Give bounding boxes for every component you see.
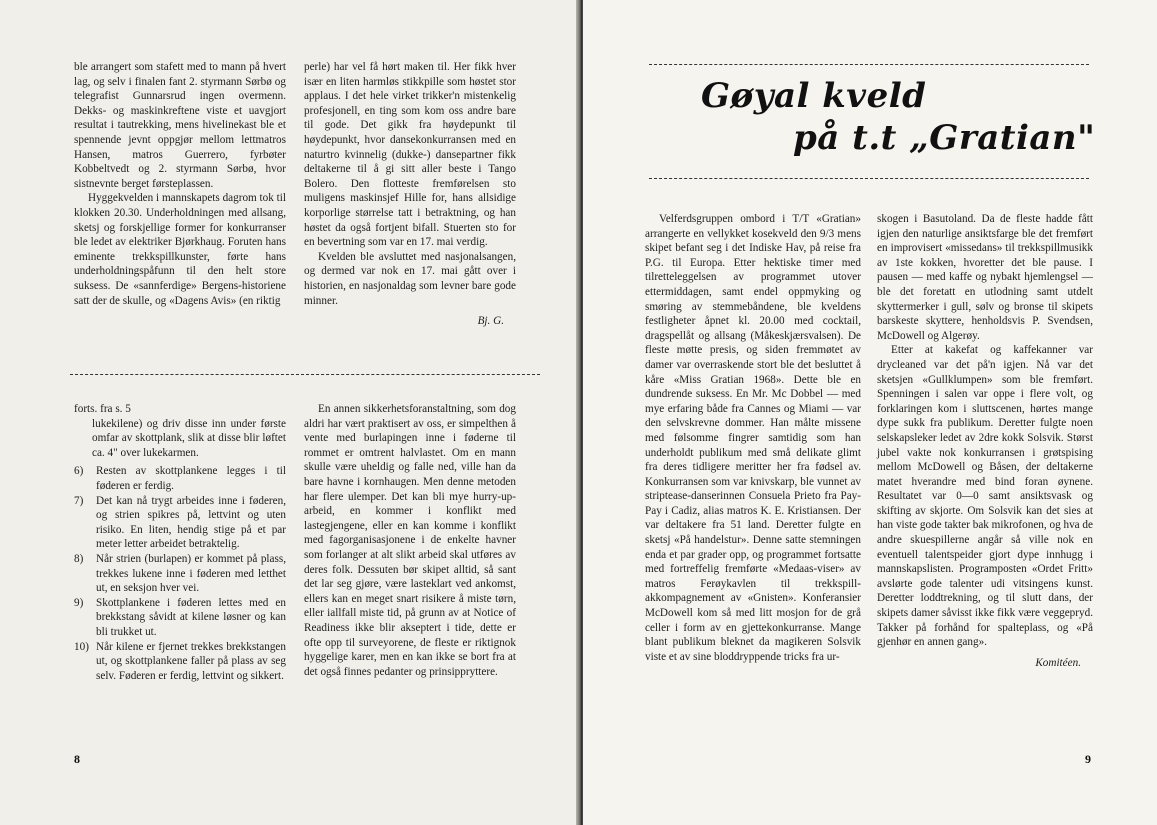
paragraph: skogen i Basutoland. Da de fleste hadde fått igjen den naturlige ansiktsfarge ble det fremført en improvisert «missedans» til trekkspillmusikk av 1ste kokken, hvoretter det ble pause. I pausen — med kaffe og nybakt hjemlengsel — ble det foretatt en utlodning samt utdelt skyttermerker i gull, sølv og bronse til skipets barskeste skyttere, henholdsvis P. Svendsen, McDowell og Algerøy. (877, 213, 1093, 342)
left-top-column-2 (304, 60, 516, 329)
page-number: 8 (74, 752, 80, 766)
numbered-steps (74, 464, 286, 683)
right-column-2 (877, 212, 1093, 670)
right-page (583, 0, 1157, 825)
step-text: Skottplankene i føderen lettes med en brekkstang såvidt at kilene løsner og kan bli trukket ut. (96, 596, 286, 638)
left-page (0, 0, 578, 825)
section-divider (70, 374, 540, 375)
continuation-heading: forts. fra s. 5 (74, 403, 131, 415)
signature: Bj. G. (477, 315, 504, 328)
left-top-column-1 (74, 60, 286, 308)
step-number: 7) (74, 494, 84, 507)
signature: Komitéen. (1035, 656, 1081, 669)
paragraph: perle) har vel få hørt maken til. Her fikk hver især en liten harmløs stikkpille som høstet stor applaus. I det hele virket trikker'n mistenkelig profesjonell, en ting som kom oss andre bare til gode. Det gikk fra høydepunkt til høydepunkt, hvor dansekonkurransen med en naturtro kvinnelig (dukke-) dansepartner fikk deltakerne til å gi sitt aller beste i Tango Bolero. Den flotteste fremførelsen sto muligens maskinsjef Hille for, hans allsidige korporlige størrelse tatt i betraktning, og han høstet da også fortjent bifall. Stuerten sto for en bevertning som var en 17. mai verdig. (304, 61, 516, 249)
step-item (74, 494, 286, 552)
step-number: 9) (74, 596, 84, 609)
paragraph: Velferdsgruppen ombord i T/T «Gratian» arrangerte en vellykket kosekveld den 9/3 mens skipet befant seg i det Indiske Hav, på reise fra P.G. til Europa. Etter hektiske timer med tilretteleggelsen av programmet utover ettermiddagen, samt endel oppmyking og smøring av stemmebåndene, ble kveldens festligheter åpnet kl. 20.00 med cocktail, dragspellåt og allsang (Måkeskjærsvalsen). De fleste møtte presis, og siden fremmøtet av damer var overraskende stort ble det besluttet å kåre «Miss Gratian 1968». Dette ble en dundrende suksess. En Mr. Mc Dobbel — med mye erfaring både fra Cannes og Miami — var den selvskrevne dommer. Han målte missene med følsomme fingrer samtidig som han underholdt publikum med små delikate glimt fra deres tidligere meritter her fra fødsel av. Konkurransen som var knivskarp, ble vunnet av striptease-danserinnen Consuela Prieto fra Pay-Pay i Cadiz, alias matros K. E. Kristiansen. Der var deltakere fra 51 land. Deretter fulgte en sketsj «På handelstur». Denne satte stemningen enda et par grader opp, og programmet fortsatte med fortreffelig fremførte «Medaas-viser» av matros Ferøykavlen til trekkspill-akkompagnement av «Gnisten». Konferansier McDowell kom så med litt mosjon for de grå celler i form av en gjettekonkurranse. Mange blant publikum bleknet da magikeren Solsvik viste et av sine bloddryppende tricks fra ur- (645, 213, 861, 663)
step-item (74, 552, 286, 596)
paragraph: En annen sikkerhetsforanstaltning, som dog aldri har vært praktisert av oss, er simpelthen å vente med burlapingen inne i føderne til rommet er omtrent halvlastet. Om en mann skulle være uheldig og falle ned, ville han da bare havne i kornhaugen. Men denne metoden har flere ulemper. Det kan bli mye hurry-up-arbeid, en kommer i konflikt med lastegjengene, eller en kan komme i konflikt med fagorganisasjonene i de enkelte havner som forlanger at alt slikt arbeid skal utføres av deres folk. Dessuten bør skipet alltid, så sant det lar seg gjøre, være lasteklart ved ankomst, ellers kan en meget snart risikere å miste tørn, eller iallfall miste tid, på grunn av at Notice of Readiness ikke blir akseptert i tide, dette er ofte opp til surveyorene, de fleste er riktignok hyggelige karer, men en kan ikke se bort fra at det også finnes pedanter og prinsippryttere. (304, 403, 516, 678)
headline-line-2: på t.t „Gratian" (793, 118, 1096, 158)
step-number: 8) (74, 552, 84, 565)
step-text: Det kan nå trygt arbeides inne i føderen, og strien spikres på, lettvint og uten risiko. En liten, hendig stige på et par meter letter arbeidet betraktelig. (96, 494, 286, 551)
headline-rule-bottom (649, 178, 1089, 179)
step-number: 6) (74, 465, 84, 478)
page-number: 9 (1085, 752, 1091, 766)
step-item (74, 596, 286, 640)
right-column-1 (645, 212, 861, 664)
paragraph: Hyggekvelden i mannskapets dagrom tok til klokken 20.30. Underholdningen med allsang, sketsj og forskjellige former for konkurranser ble ledet av elektriker Bjørkhaug. Foruten hans eminente trekkspillkunster, førte hans underholdningspåfunn til den helt store suksess. De «sannferdige» Bergens-historiene satt der de skulle, og «Dagens Avis» (en riktig (74, 192, 286, 307)
step-item (74, 464, 286, 493)
step-text: Resten av skottplankene legges i til føderen er ferdig. (96, 465, 286, 492)
paragraph: lukekilene) og driv disse inn under første omfar av skottplank, slik at disse blir løftet ca. 4" over lukekarmen. (92, 417, 286, 459)
paragraph: Etter at kakefat og kaffekanner var drycleaned var det på'n igjen. Nå var det sketsjen «Gullklumpen» som ble fremført. Spenningen i salen var oppe i flere volt, og forklaringen kom i sluttscenen, hørtes mange dype sukk fra publikum. Deretter fulgte noen selskapsleker ledet av 2dre kokk Solsvik. Størst jubel vakte nok konkurransen i grøtspising mellom McDowell og Båsen, der deltakerne matet hverandre med bind foran øynene. Resultatet var 0—0 samt ansiktsvask og skifting av skjorte. Om Solsvik kan det sies at han viste gode takter bak mikrofonen, og hva de andre skuespillerne angår så ville nok en eventuell talentspeider gjort dype innhugg i mannskapslisten. Programposten «Ordet Fritt» avslørte gode talenter udi vitsingens kunst. Deretter loddtrekning, og til slutt dans, der skipets damer såvisst ikke fikk være veggepryd. Takker på forhånd for spalteplass, og «På gjenhør en annen gang». (877, 344, 1093, 649)
step-text: Når strien (burlapen) er kommet på plass, trekkes lukene inne i føderen med letthet ut, en seksjon hver vei. (96, 552, 286, 595)
step-number: 10) (74, 640, 89, 653)
paragraph: ble arrangert som stafett med to mann på hvert lag, og selv i finalen fant 2. styrmann Sørbø og telegrafist Gunnarsrud ingen overmenn. Dekks- og maskinkreftene viste et uavgjort resultat i tautrekking, mens hivelinekast ble et spennende jevnt oppgjør mellom lettmatros Hansen, matros Guerrero, fyrbøter Kobbeltvedt og 2. styrmann Sørbø, hvor sistnevnte berget førsteplassen. (74, 61, 286, 190)
paragraph: Kvelden ble avsluttet med nasjonalsangen, og dermed var nok en 17. mai gått over i historien, en nasjonaldag som levner bare gode minner. (304, 250, 516, 307)
headline-rule-top (649, 64, 1089, 65)
left-bottom-column-2 (304, 402, 516, 679)
headline-line-1: Gøyal kveld (701, 76, 927, 116)
left-bottom-column-1 (74, 402, 286, 683)
step-item (74, 640, 286, 684)
step-text: Når kilene er fjernet trekkes brekkstangen ut, og skottplankene faller på plass av seg selv. Føderen er ferdig, lettvint og sikkert. (96, 640, 286, 682)
